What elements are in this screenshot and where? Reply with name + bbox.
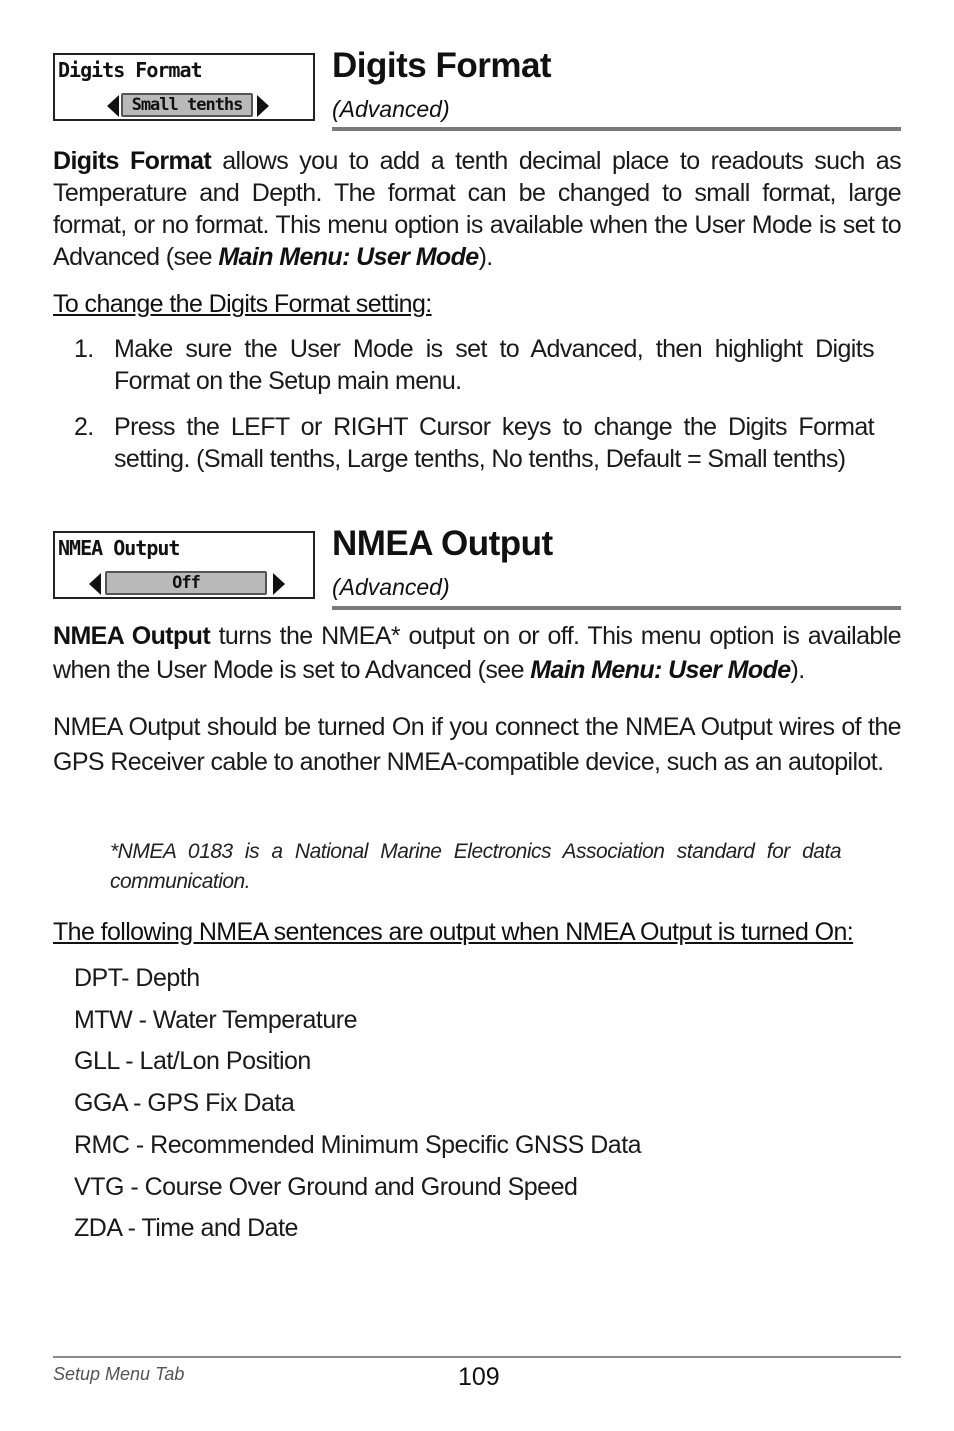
left-arrow-icon [89, 573, 101, 595]
nmea-sentence-item: VTG - Course Over Ground and Ground Speed [74, 1173, 578, 1201]
nmea-output-menu-widget [53, 531, 315, 599]
nmea-output-subtitle: (Advanced) [332, 574, 450, 600]
nmea-output-widget-value: Off [105, 571, 267, 595]
digits-format-description [53, 145, 901, 273]
nmea-sentence-item: GLL - Lat/Lon Position [74, 1047, 311, 1075]
nmea-output-description [53, 619, 901, 687]
nmea-output-reference: Main Menu: User Mode [530, 656, 791, 684]
nmea-output-text: turns the NMEA* output on or off. This menu option is available when the User Mode is set to Advanced (see [53, 622, 901, 684]
nmea-output-lead: NMEA Output [53, 622, 211, 650]
digits-format-reference: Main Menu: User Mode [218, 243, 479, 271]
digits-format-widget-title: Digits Format [58, 58, 202, 82]
nmea-output-title: NMEA Output [332, 524, 553, 563]
digits-format-text-end: ). [478, 243, 493, 271]
digits-format-widget-value: Small tenths [121, 93, 253, 117]
nmea-sentence-item: ZDA - Time and Date [74, 1214, 298, 1242]
digits-format-lead: Digits Format [53, 147, 212, 175]
nmea-sentence-item: MTW - Water Temperature [74, 1006, 357, 1034]
nmea-sentence-item: DPT- Depth [74, 964, 200, 992]
nmea-output-widget-title: NMEA Output [58, 536, 180, 560]
digits-format-subtitle: (Advanced) [332, 96, 450, 122]
footer-rule [53, 1356, 901, 1358]
step-text: Make sure the User Mode is set to Advanced, then highlight Digits Format on the Setup main menu. [114, 335, 874, 395]
nmea-output-widget-row [55, 571, 313, 597]
nmea-sentence-item: GGA - GPS Fix Data [74, 1089, 295, 1117]
digits-format-procedure-heading: To change the Digits Format setting: [53, 290, 432, 318]
nmea-sentences-heading: The following NMEA sentences are output when NMEA Output is turned On: [53, 918, 854, 946]
page-number: 109 [458, 1363, 500, 1391]
digits-format-text: allows you to add a tenth decimal place to readouts such as Temperature and Depth. The format can be changed to small format, large format, or no format. This menu option is available when the User Mode is set to Advanced (see [53, 147, 901, 271]
digits-format-step [74, 333, 874, 397]
nmea-output-usage: NMEA Output should be turned On if you connect the NMEA Output wires of the GPS Receiver cable to another NMEA-compatible device, such as an autopilot. [53, 713, 901, 776]
footer-section-label: Setup Menu Tab [53, 1364, 185, 1384]
step-number: 1. [74, 335, 94, 363]
digits-format-step [74, 411, 874, 475]
nmea-output-rule [332, 606, 901, 610]
nmea-sentence-item: RMC - Recommended Minimum Specific GNSS Data [74, 1131, 642, 1159]
nmea-output-text-end: ). [790, 656, 805, 684]
right-arrow-icon [257, 95, 269, 117]
left-arrow-icon [107, 95, 119, 117]
digits-format-rule [332, 127, 901, 131]
digits-format-title: Digits Format [332, 46, 552, 85]
nmea-footnote: *NMEA 0183 is a National Marine Electronics Association standard for data communication. [110, 840, 841, 893]
right-arrow-icon [273, 573, 285, 595]
digits-format-menu-widget [53, 53, 315, 121]
step-number: 2. [74, 413, 94, 441]
digits-format-widget-row [55, 93, 313, 119]
step-text: Press the LEFT or RIGHT Cursor keys to change the Digits Format setting. (Small tenths, Large tenths, No tenths, Default = Small tenths) [114, 413, 874, 473]
